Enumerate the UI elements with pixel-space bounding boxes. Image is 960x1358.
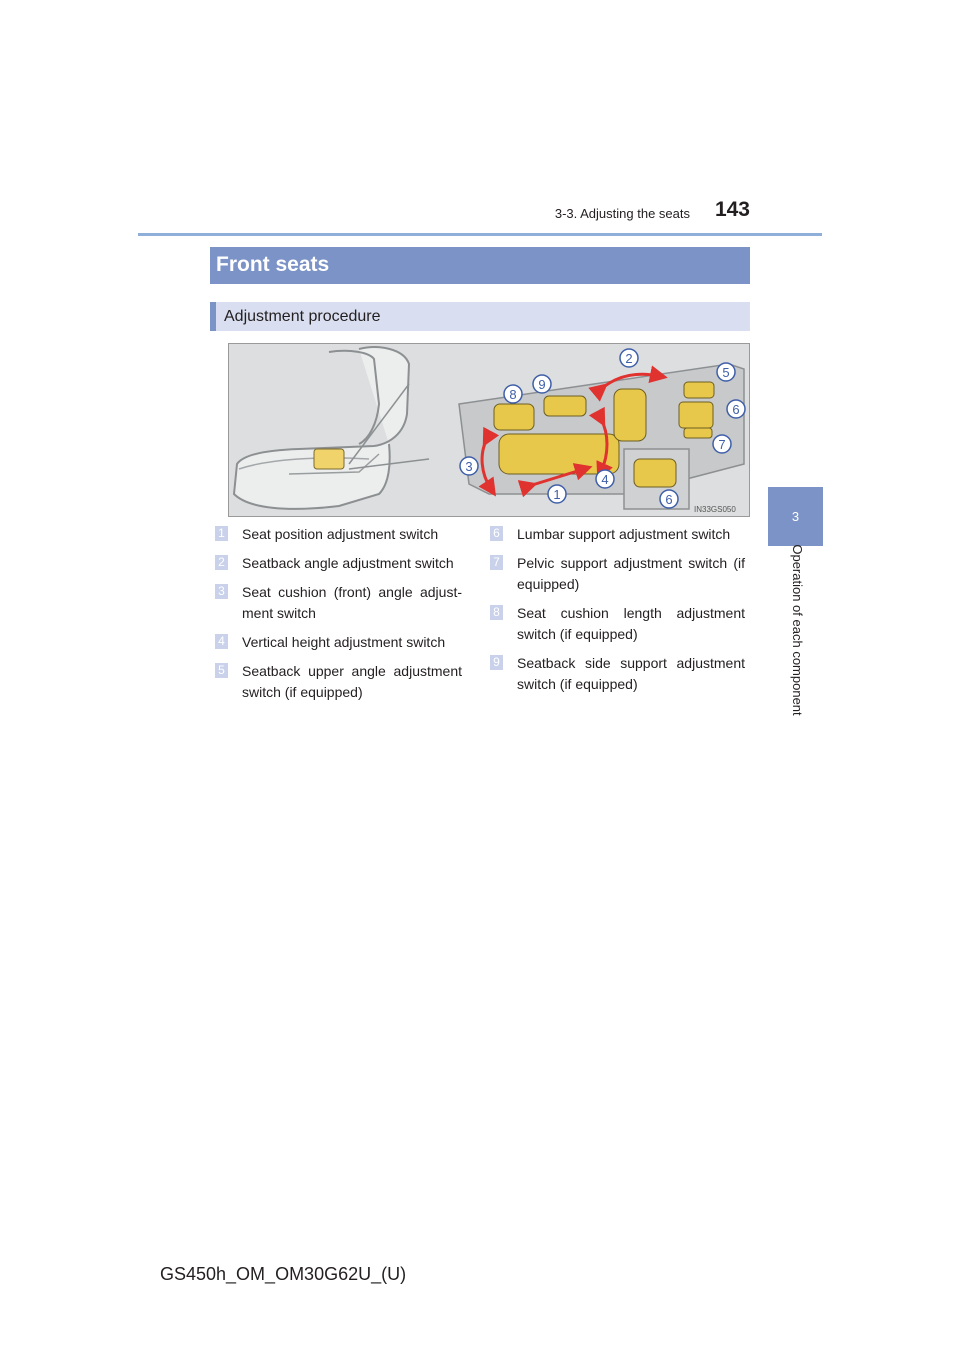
item-number: 4 (215, 634, 228, 649)
header-rule (138, 233, 822, 236)
item-number: 7 (490, 555, 503, 570)
callout-6-inset: 6 (665, 492, 673, 507)
legend-list-right (487, 524, 745, 703)
callout-4: 4 (601, 472, 609, 487)
list-item: 1 Seat position adjustment switch (212, 524, 462, 545)
callout-6: 6 (732, 402, 740, 417)
chapter-title: Operation of each component (790, 544, 805, 716)
list-item: 5 Seatback upper angle adjustment switch (if equipped) (212, 661, 462, 703)
chapter-number: 3 (791, 509, 800, 524)
item-number: 5 (215, 663, 228, 678)
document-footer: GS450h_OM_OM30G62U_(U) (160, 1264, 407, 1284)
figure-code: IN33GS050 (694, 505, 736, 514)
list-item: 6 Lumbar support adjustment switch (487, 524, 745, 545)
list-item: 7 Pelvic support adjustment switch (if equipped) (487, 553, 745, 595)
section-title-bar (210, 247, 750, 284)
list-item: 8 Seat cushion length adjustment switch (if equipped) (487, 603, 745, 645)
callout-7: 7 (718, 437, 726, 452)
callout-1: 1 (553, 487, 561, 502)
illustration-svg (229, 344, 749, 516)
callout-3: 3 (465, 459, 473, 474)
section-label: 3-3. Adjusting the seats (554, 206, 690, 221)
callout-5: 5 (722, 365, 730, 380)
item-number: 9 (490, 655, 503, 670)
subsection-title: Adjustment procedure (224, 308, 381, 325)
section-title: Front seats (216, 253, 330, 276)
item-number: 1 (215, 526, 228, 541)
list-item: 2 Seatback angle adjustment switch (212, 553, 462, 574)
item-number: 6 (490, 526, 503, 541)
subsection-bar (210, 302, 750, 331)
list-item: 3 Seat cushion (front) angle adjust-ment switch (212, 582, 462, 624)
item-number: 2 (215, 555, 228, 570)
seat-switch-illustration (228, 343, 750, 517)
callout-8: 8 (509, 387, 517, 402)
callout-2: 2 (625, 351, 633, 366)
item-number: 3 (215, 584, 228, 599)
callout-9: 9 (538, 377, 546, 392)
page-number: 143 (714, 198, 750, 221)
list-item: 4 Vertical height adjustment switch (212, 632, 462, 653)
legend-list-left (212, 524, 462, 711)
item-number: 8 (490, 605, 503, 620)
list-item: 9 Seatback side support adjustment switch (if equipped) (487, 653, 745, 695)
